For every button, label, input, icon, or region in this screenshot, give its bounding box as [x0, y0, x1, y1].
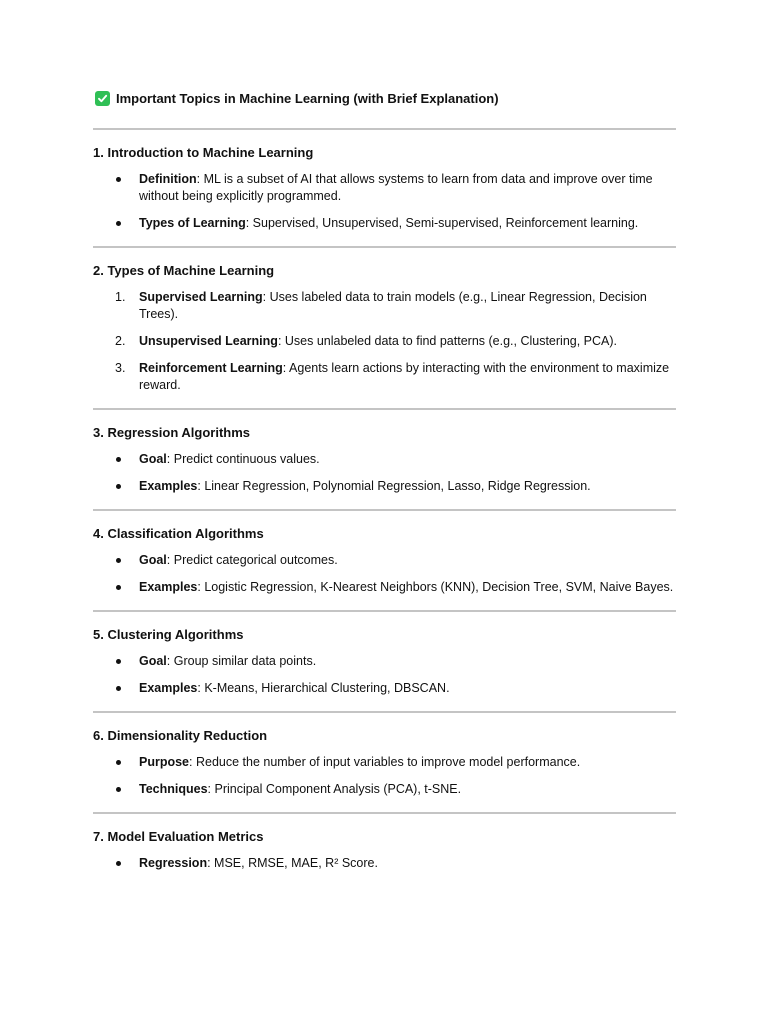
bullet-dot-icon — [116, 558, 121, 563]
section-heading: 1. Introduction to Machine Learning — [93, 145, 314, 160]
item-term: Goal — [139, 553, 167, 567]
bullet-list — [93, 754, 676, 798]
numbered-list — [93, 289, 676, 394]
section — [93, 612, 676, 711]
bullet-dot-icon — [116, 861, 121, 866]
section — [93, 410, 676, 509]
item-description: : MSE, RMSE, MAE, R² Score. — [207, 856, 378, 870]
list-item — [93, 680, 676, 697]
section — [93, 814, 676, 886]
bullet-dot-icon — [116, 221, 121, 226]
section-heading: 2. Types of Machine Learning — [93, 263, 275, 278]
list-item — [93, 781, 676, 798]
section-heading: 6. Dimensionality Reduction — [93, 728, 268, 743]
item-description: : Uses labeled data to train models (e.g., Linear Regression, Decision Trees). — [139, 290, 647, 321]
section-heading: 3. Regression Algorithms — [93, 425, 250, 440]
bullet-dot-icon — [116, 787, 121, 792]
check-mark-button-icon — [95, 91, 110, 106]
item-description: : Principal Component Analysis (PCA), t-SNE. — [207, 782, 462, 796]
item-description: : Predict categorical outcomes. — [166, 553, 338, 567]
item-term: Examples — [139, 681, 198, 695]
item-description: : Logistic Regression, K-Nearest Neighbors (KNN), Decision Tree, SVM, Naive Bayes. — [197, 580, 674, 594]
item-term: Types of Learning — [139, 216, 246, 230]
item-description: : Linear Regression, Polynomial Regression, Lasso, Ridge Regression. — [197, 479, 591, 493]
document-content — [93, 88, 676, 886]
document-title — [93, 88, 676, 108]
item-description: : Predict continuous values. — [166, 452, 320, 466]
item-term: Goal — [139, 654, 167, 668]
list-number: 2. — [115, 334, 126, 348]
item-term: Goal — [139, 452, 167, 466]
list-item — [93, 171, 676, 205]
list-item — [93, 478, 676, 495]
item-term: Techniques — [139, 782, 208, 796]
section — [93, 713, 676, 812]
list-item — [93, 754, 676, 771]
bullet-dot-icon — [116, 686, 121, 691]
list-item — [93, 579, 676, 596]
item-term: Reinforcement Learning — [139, 361, 283, 375]
list-item — [93, 289, 676, 323]
bullet-dot-icon — [116, 177, 121, 182]
sections-container — [93, 128, 676, 886]
list-item — [93, 215, 676, 232]
bullet-dot-icon — [116, 585, 121, 590]
item-term: Regression — [139, 856, 208, 870]
bullet-dot-icon — [116, 659, 121, 664]
bullet-list — [93, 451, 676, 495]
bullet-list — [93, 855, 676, 872]
section-heading: 5. Clustering Algorithms — [93, 627, 244, 642]
section-heading: 4. Classification Algorithms — [93, 526, 264, 541]
section — [93, 511, 676, 610]
bullet-list — [93, 653, 676, 697]
item-term: Purpose — [139, 755, 190, 769]
bullet-dot-icon — [116, 457, 121, 462]
list-number: 3. — [115, 361, 126, 375]
list-number: 1. — [115, 290, 126, 304]
item-description: : Agents learn actions by interacting with the environment to maximize reward. — [139, 361, 670, 392]
list-item — [93, 333, 676, 350]
bullet-dot-icon — [116, 760, 121, 765]
section-heading: 7. Model Evaluation Metrics — [93, 829, 264, 844]
list-item — [93, 552, 676, 569]
list-item — [93, 360, 676, 394]
item-term: Definition — [139, 172, 197, 186]
list-item — [93, 653, 676, 670]
list-item — [93, 451, 676, 468]
item-term: Examples — [139, 580, 198, 594]
item-description: : Supervised, Unsupervised, Semi-supervised, Reinforcement learning. — [245, 216, 639, 230]
document-title-text: Important Topics in Machine Learning (with Brief Explanation) — [116, 90, 499, 106]
bullet-list — [93, 552, 676, 596]
item-description: : Reduce the number of input variables to improve model performance. — [189, 755, 581, 769]
section — [93, 248, 676, 408]
item-description: : ML is a subset of AI that allows systems to learn from data and improve over time without being explicitly programmed. — [139, 172, 653, 203]
item-description: : K-Means, Hierarchical Clustering, DBSCAN. — [197, 681, 450, 695]
list-item — [93, 855, 676, 872]
item-description: : Uses unlabeled data to find patterns (e.g., Clustering, PCA). — [277, 334, 618, 348]
item-term: Unsupervised Learning — [139, 334, 278, 348]
item-term: Examples — [139, 479, 198, 493]
bullet-dot-icon — [116, 484, 121, 489]
item-term: Supervised Learning — [139, 290, 263, 304]
section — [93, 130, 676, 246]
item-description: : Group similar data points. — [166, 654, 317, 668]
bullet-list — [93, 171, 676, 232]
